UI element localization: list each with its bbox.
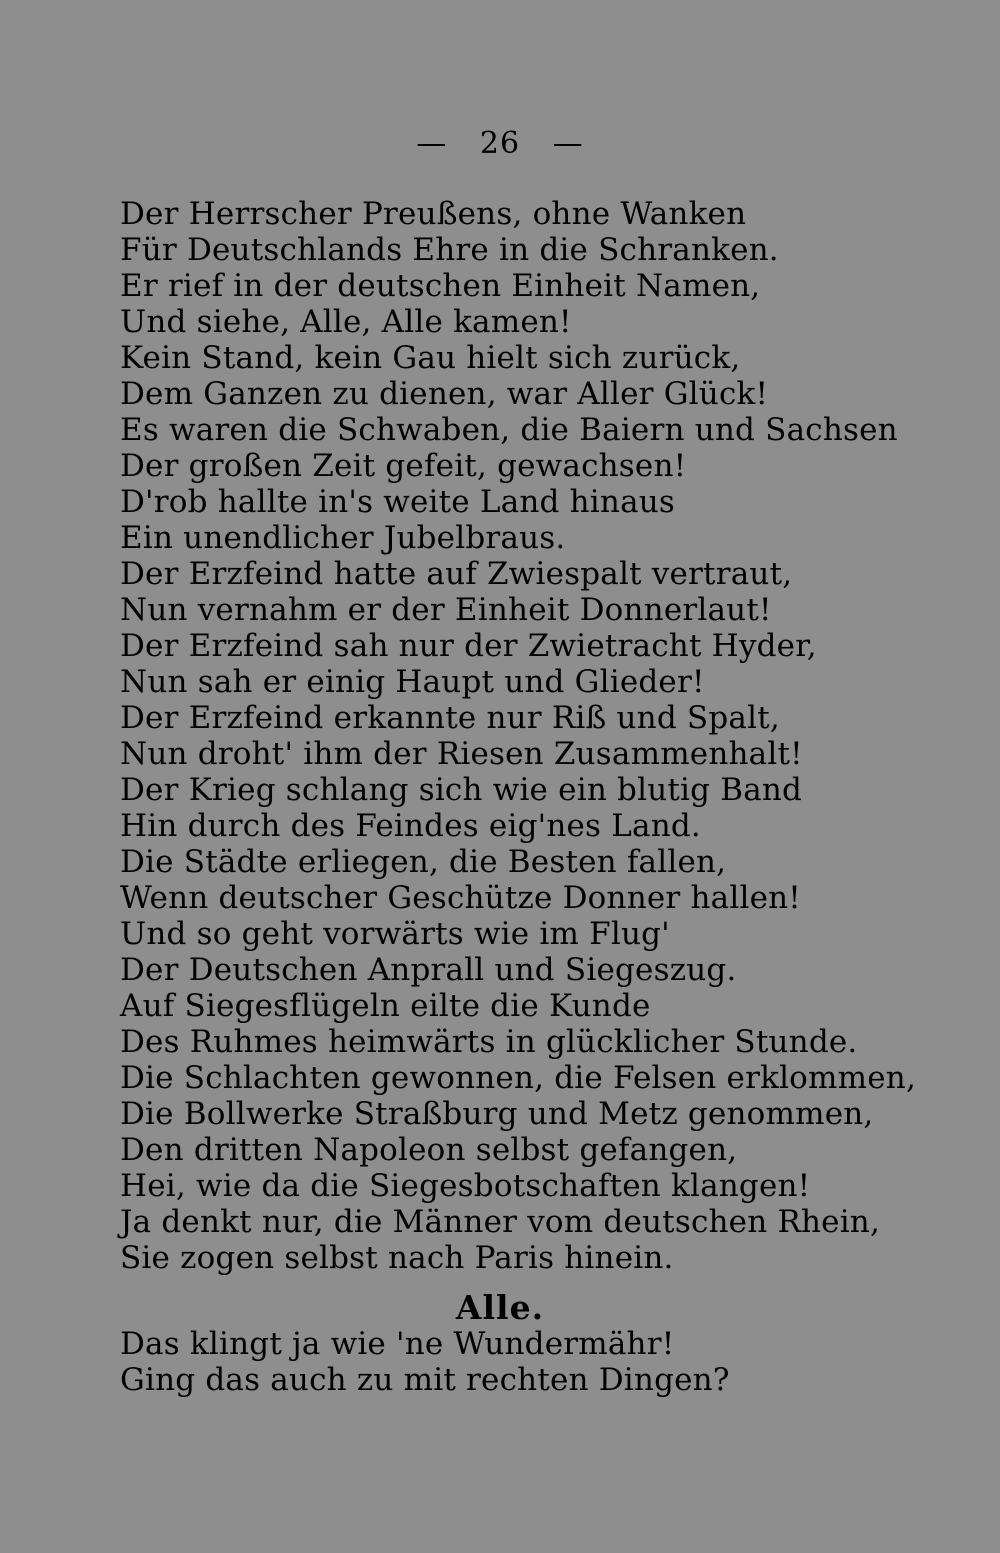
verse-line: Des Ruhmes heimwärts in glücklicher Stunde.	[120, 1024, 858, 1060]
page-number: 26	[479, 126, 521, 161]
verse-line: Nun sah er einig Haupt und Glieder!	[120, 664, 705, 700]
verse-line: Hin durch des Feindes eig'nes Land.	[120, 808, 701, 844]
verse-line: Und so geht vorwärts wie im Flug'	[120, 916, 670, 952]
verse-line: Es waren die Schwaben, die Baiern und Sachsen	[120, 412, 898, 448]
verse-line: Wenn deutscher Geschütze Donner hallen!	[120, 880, 801, 916]
verse-line: Der Erzfeind hatte auf Zwiespalt vertraut,	[120, 556, 793, 592]
verse-line: Nun droht' ihm der Riesen Zusammenhalt!	[120, 736, 803, 772]
verse-line: Den dritten Napoleon selbst gefangen,	[120, 1132, 738, 1168]
verse-line: Kein Stand, kein Gau hielt sich zurück,	[120, 340, 741, 376]
verse-line: Die Städte erliegen, die Besten fallen,	[120, 844, 727, 880]
speaker-heading: Alle.	[455, 1288, 545, 1327]
verse-line: Er rief in der deutschen Einheit Namen,	[120, 268, 761, 304]
verse-line: Ein unendlicher Jubelbraus.	[120, 520, 566, 556]
verse-line: Ging das auch zu mit rechten Dingen?	[120, 1362, 730, 1398]
verse-line: Nun vernahm er der Einheit Donnerlaut!	[120, 592, 772, 628]
verse-line: Und siehe, Alle, Alle kamen!	[120, 304, 572, 340]
page-number-header	[0, 126, 1000, 161]
verse-line: Dem Ganzen zu dienen, war Aller Glück!	[120, 376, 769, 412]
verse-line: Der großen Zeit gefeit, gewachsen!	[120, 448, 687, 484]
verse-line: Ja denkt nur, die Männer vom deutschen Rhein,	[120, 1204, 881, 1240]
verse-line: Auf Siegesflügeln eilte die Kunde	[120, 988, 651, 1024]
verse-line: Sie zogen selbst nach Paris hinein.	[120, 1240, 674, 1276]
verse-block	[120, 196, 970, 1276]
verse-line: Das klingt ja wie 'ne Wundermähr!	[120, 1326, 675, 1362]
verse-line: Der Erzfeind erkannte nur Riß und Spalt,	[120, 700, 780, 736]
verse-line: Der Herrscher Preußens, ohne Wanken	[120, 196, 747, 232]
verse-line: Der Erzfeind sah nur der Zwietracht Hyder,	[120, 628, 817, 664]
page-number-dash-left: —	[416, 126, 448, 161]
verse-line: Die Schlachten gewonnen, die Felsen erklommen,	[120, 1060, 917, 1096]
verse-block-2	[120, 1326, 970, 1398]
verse-line: D'rob hallte in's weite Land hinaus	[120, 484, 676, 520]
verse-line: Hei, wie da die Siegesbotschaften klangen!	[120, 1168, 811, 1204]
verse-line: Der Krieg schlang sich wie ein blutig Band	[120, 772, 803, 808]
verse-line: Für Deutschlands Ehre in die Schranken.	[120, 232, 779, 268]
page-number-dash-right: —	[552, 126, 584, 161]
verse-line: Der Deutschen Anprall und Siegeszug.	[120, 952, 737, 988]
verse-line: Die Bollwerke Straßburg und Metz genommen,	[120, 1096, 874, 1132]
